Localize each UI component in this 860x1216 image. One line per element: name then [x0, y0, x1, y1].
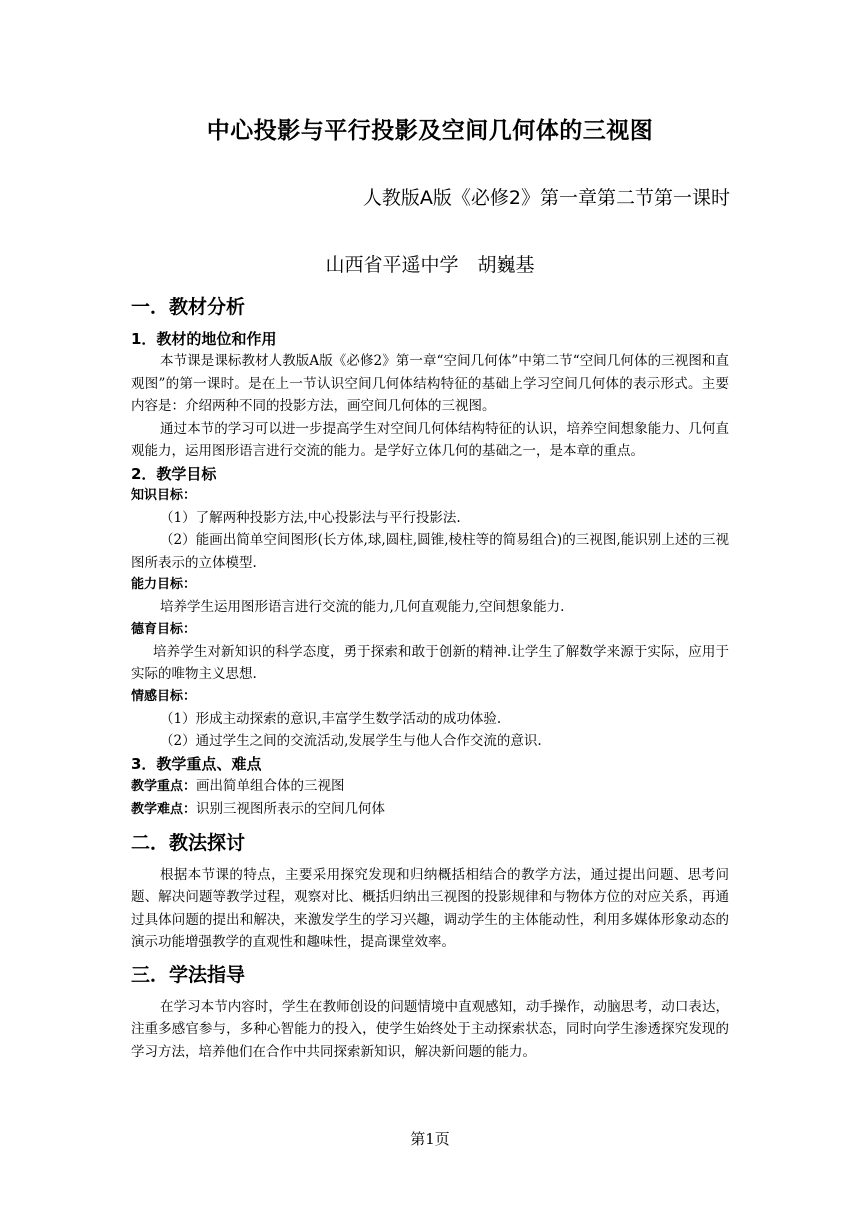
document-subtitle: 人教版A版《必修2》第一章第二节第一课时: [362, 187, 730, 209]
section-1-heading: 一．教材分析: [131, 296, 246, 318]
knowledge-goal-label: 知识目标：: [131, 487, 197, 503]
key-point-line: [131, 775, 729, 799]
paragraph: 通过本节的学习可以进一步提高学生对空间几何体结构特征的认识，培养空间想象能力、几何直观能力，运用图形语言进行交流的能力。是学好立体几何的基础之一，是本章的重点。: [131, 420, 729, 459]
subsection-3-heading: 3．教学重点、难点: [131, 754, 262, 773]
document-body: [131, 292, 729, 1063]
document-title: 中心投影与平行投影及空间几何体的三视图: [206, 117, 654, 144]
list-item: （2）能画出简单空间图形(长方体,球,圆柱,圆锥,棱柱等的简易组合)的三视图,能识别上述的三视图所表示的立体模型.: [131, 532, 729, 571]
difficult-point-text: 识别三视图所表示的空间几何体: [196, 801, 386, 817]
list-item: （1）了解两种投影方法,中心投影法与平行投影法.: [160, 509, 461, 526]
ability-goal-label: 能力目标：: [131, 577, 197, 592]
key-point-text: 画出简单组合体的三视图: [196, 777, 345, 794]
moral-goal-label: 德育目标：: [131, 621, 197, 637]
paragraph: 在学习本节内容时，学生在教师创设的问题情境中直观感知，动手操作，动脑思考，动口表达，注重多感官参与，多种心智能力的投入，使学生始终处于主动探索状态，同时向学生渗透探究发现的学习方法，培养他们在合作中共同探索新知识，解决新问题的能力。: [131, 998, 729, 1060]
difficult-point-label: 教学难点：: [131, 802, 197, 817]
subsection-1-heading: 1．教材的地位和作用: [131, 330, 277, 348]
paragraph: 本节课是课标教材人教版A版《必修2》第一章“空间几何体”中第二节“空间几何体的三视图和直观图”的第一课时。是在上一节认识空间几何体结构特征的基础上学习空间几何体的表示形式。主要内容是：介绍两种不同的投影方法，画空间几何体的三视图。: [131, 353, 729, 414]
list-item: （1）形成主动探索的意识,丰富学生数学活动的成功体验.: [160, 710, 502, 727]
paragraph: 根据本节课的特点，主要采用探究发现和归纳概括相结合的教学方法，通过提出问题、思考问题、解决问题等教学过程，观察对比、概括归纳出三视图的投影规律和与物体方位的对应关系，再通过具体问题的提出和解决，来激发学生的学习兴趣，调动学生的主体能动性，利用多媒体形象动态的演示功能增强教学的直观性和趣味性，提高课堂效率。: [131, 866, 729, 950]
difficult-point-line: [131, 798, 729, 822]
subsection-2-heading: 2．教学目标: [131, 464, 217, 483]
list-item: （2）通过学生之间的交流活动,发展学生与他人合作交流的意识.: [160, 733, 542, 749]
section-2-heading: 二．教法探讨: [131, 831, 246, 854]
paragraph: 培养学生对新知识的科学态度，勇于探索和敢于创新的精神.让学生了解数学来源于实际，应用于实际的唯物主义思想.: [131, 643, 729, 682]
emotion-goal-label: 情感目标：: [131, 688, 197, 704]
document-author: 山西省平遥中学 胡巍基: [325, 254, 535, 276]
key-point-label: 教学重点：: [131, 778, 197, 794]
section-3-heading: 三．学法指导: [131, 963, 246, 986]
page-number: 第1页: [410, 1130, 450, 1148]
paragraph: 培养学生运用图形语言进行交流的能力,几何直观能力,空间想象能力.: [160, 599, 565, 615]
